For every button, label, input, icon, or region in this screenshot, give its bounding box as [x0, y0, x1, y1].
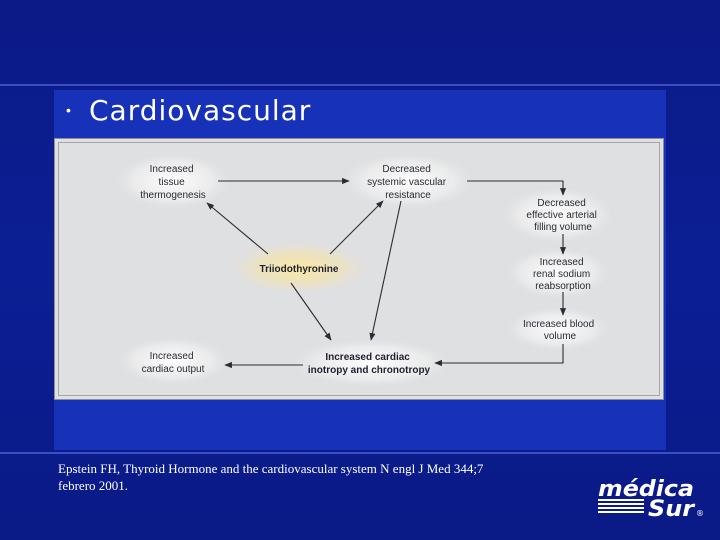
node-cardiac-output-line2: cardiac output: [141, 364, 205, 375]
logo-stripe-2: [598, 503, 644, 505]
node-inotropy-line1: Increased cardiac: [325, 352, 410, 363]
node-triiodothyronine: [260, 264, 339, 275]
top-divider: [0, 84, 720, 86]
node-filling-line1: Decreased: [537, 198, 586, 209]
node-filling-line2: effective arterial: [526, 210, 597, 221]
node-tissue-thermogenesis-line2: tissue: [158, 177, 185, 188]
arrow-t3-to-resistance: [330, 201, 383, 254]
logo-registered-mark: ®: [696, 509, 704, 518]
node-resistance-line2: systemic vascular: [367, 177, 447, 188]
node-renal-line2: renal sodium: [532, 269, 591, 280]
node-inotropy-line2: inotropy and chronotropy: [307, 365, 431, 376]
node-tissue-thermogenesis-line1: Increased: [149, 164, 194, 175]
logo-text-sur: Sur: [648, 497, 696, 522]
node-resistance-line1: Decreased: [382, 164, 431, 175]
citation: [58, 460, 578, 494]
node-resistance-line3: resistance: [385, 190, 431, 201]
logo-stripe-4: [598, 511, 644, 513]
logo-text-medica: médica: [598, 477, 694, 502]
title-bullet: •: [66, 102, 71, 118]
node-t3-line1: Triiodothyronine: [259, 264, 339, 275]
citation-line-1: Epstein FH, Thyroid Hormone and the cardiovascular system N engl J Med 344;7: [58, 461, 484, 476]
citation-line-2: febrero 2001.: [58, 478, 129, 493]
diagram-canvas: [55, 139, 665, 401]
node-renal-sodium-reabsorption: [533, 257, 593, 292]
node-blood-volume-line1: Increased blood: [523, 319, 595, 330]
logo-stripe-3: [598, 507, 644, 509]
arrow-t3-to-thermogenesis: [207, 203, 268, 254]
node-tissue-thermogenesis-line3: thermogenesis: [140, 190, 206, 201]
node-blood-volume-line2: volume: [543, 331, 577, 342]
node-renal-line1: Increased: [539, 257, 584, 268]
medica-sur-logo: [598, 474, 708, 522]
node-cardiac-output-line1: Increased: [149, 351, 194, 362]
arrow-resistance-to-inotropy: [371, 201, 401, 340]
halo-inotropy: [291, 339, 451, 387]
node-filling-line3: filling volume: [534, 222, 592, 233]
diagram-figure: [54, 138, 664, 400]
bottom-divider: [0, 452, 720, 454]
slide-title: Cardiovascular: [89, 94, 312, 127]
node-renal-line3: reabsorption: [535, 281, 591, 292]
